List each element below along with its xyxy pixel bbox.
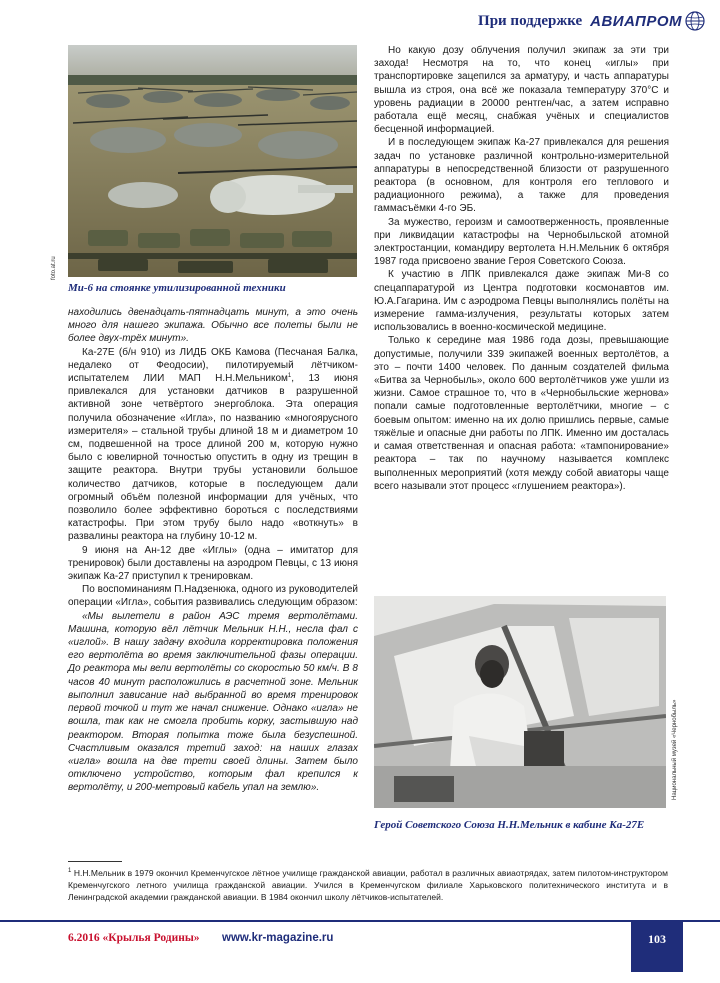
footnote-rule	[68, 861, 122, 862]
paragraph: находились двенадцать-пятнадцать минут, а это очень много для нашего экипажа. Обычно все полеты были не более двух-трёх минут».	[68, 307, 358, 345]
paragraph: И в последующем экипаж Ка-27 привлекался для решения задач по установке различной контрольно-измерительной аппаратуры в непосредственной близости от разрушенного реактора (в основном, для контроля его теплового и радиационного режима), а также для проведения гаммасъёмки 4-го ЭБ.	[374, 137, 669, 215]
paragraph: Только к середине мая 1986 года дозы, превышающие допустимые, получили 339 экипажей военных вертолётов, а это – почти 1400 человек. По данным создателей фильма «Битва за Чернобыль», около 600 вертолётчиков уже ушли из жизни. Самое страшное то, что в «Чернобыльские жернова» попали самые подготовленные вертолётчики, многие – с боевым опытом: именно на их долю пришлись первые, самые тяжёлые и опасные дни работы по ЛПК. Именно им досталась и самая ответственная и опасная работа: «тампонирование» реактора – так по научному называется комплекс выполненных мероприятий (хотя между собой авиаторы чаще всего называли этот процесс «глушением реактора»).	[374, 335, 669, 492]
logo-wordmark: АВИАПРОМ	[590, 12, 682, 30]
quote-paragraph: «Мы вылетели в район АЭС тремя вертолётами. Машина, которую вёл лётчик Мельник Н.Н., несла фал с «иглой». В нашу задачу входила корректировка положения его вертолёта во время заключительной фазы операции. До реактора мы вели вертолёты со скоростью 50 км/ч. В 8 часов 40 минут расположились в расчетной зоне. Мельник выполнил зависание над выбранной во время тренировок первой точкой и тут же начал снижение. Однако «игла» не вошла, так как не смогла пробить корку, застывшую над реактором. Вторая попытка тоже была безуспешной. Счастливым оказался третий заход: на наших глазах «игла» вошла на две трети своей длины. Затем было отключено устройство, которым фал крепился к вертолёту, и 200-метровый кабель упал на землю».	[68, 610, 358, 794]
footnote-marker: 1	[68, 868, 72, 874]
page-number: 103	[631, 922, 683, 972]
helicopter-storage-photo	[68, 45, 357, 277]
footer-rule	[0, 920, 720, 922]
photo-caption-2: Герой Советского Союза Н.Н.Мельник в кабине Ка-27Е	[374, 819, 645, 831]
page-header	[478, 8, 706, 34]
paragraph: По воспоминаниям П.Надзенюка, одного из руководителей операции «Игла», события развивались следующим образом:	[68, 584, 358, 609]
support-text: При поддержке	[478, 12, 583, 29]
photo-credit-2: Национальный музей «Чернобыль»	[672, 699, 678, 800]
paragraph: 9 июня на Ан-12 две «Иглы» (одна – имитатор для тренировок) были доставлены на аэродром Певцы, с 13 июня экипаж Ка-27 приступил к тренировкам.	[68, 544, 358, 583]
footnote: $^1$ Н.Н.Мельник в 1979 окончил Кременчугское лётное училище гражданской авиации, работал в различных авиаотрядах, затем пилотом-инструктором Кременчугского летного училища гражданской авиации. Учился в Кременчугском филиале Харьковского политехнического института и в Ленинградской академии гражданской авиации. В 1984 окончил школу лётчиков-испытателей.	[68, 868, 668, 902]
aviaprom-logo	[590, 10, 706, 32]
left-text-column	[68, 306, 358, 795]
paragraph: Но какую дозу облучения получил экипаж за эти три захода! Несмотря на то, что конец «иглы» при транспортировке зацепился за арматуру, и часть аппаратуры вышла из строя, она всё же показала температуру 370°С и уровень радиации в 20000 рентген/час, а затем исправно работала ещё месяц, снабжая учёных и специалистов бесценной информацией.	[374, 45, 669, 136]
issue-label: 6.2016 «Крылья Родины»	[68, 932, 200, 944]
paragraph: Ка-27Е (б/н 910) из ЛИДБ ОКБ Камова (Песчаная Балка, недалеко от Феодосии), пилотируемый лётчиком-испытателем ЛИИ МАП Н.Н.Мельником$^1$, 13 июня привлекался для установки датчиков в разрушенной активной зоне четвёртого энергоблока. Эта операция получила обозначение «Игла», по названию «многоярусного измерителя» – стальной трубы длиной 18 м и диаметром 10 см, подвешенной на тросе длиной 200 м, которую нужно было с ювелирной точностью опустить в одну из трещин в защите реактора. Внутри трубы установили большое количество датчиков, которые в последующем дали огромный объём полезной информации для учёных, что позволило более эффективно бороться с последствиями катастрофы. При этом трубу было надо «воткнуть» в развалины реактора на глубину 10-12 м.	[68, 346, 358, 543]
globe-icon	[684, 10, 706, 32]
magazine-url[interactable]: www.kr-magazine.ru	[222, 932, 334, 944]
footnote-ref: 1	[287, 373, 292, 380]
photo-caption-1: Ми-6 на стоянке утилизированной техники	[68, 282, 286, 294]
pilot-cabin-photo	[374, 596, 666, 808]
paragraph: К участию в ЛПК привлекался даже экипаж Ми-8 со спецаппаратурой из Центра подготовки космонавтов им. Ю.А.Гагарина. Им с аэродрома Певцы выполнялись полёты на измерение гамма-излучения, результаты которых затем использовались в военно-космической медицине.	[374, 269, 669, 334]
photo-credit-1: foto.at.ru	[51, 256, 57, 280]
paragraph: За мужество, героизм и самоотверженность, проявленные при ликвидации катастрофы на Чернобыльской атомной электростанции, командиру вертолета Н.Н.Мельник 6 октября 1987 года присвоено звание Героя Советского Союза.	[374, 216, 669, 268]
right-text-column	[374, 44, 669, 493]
